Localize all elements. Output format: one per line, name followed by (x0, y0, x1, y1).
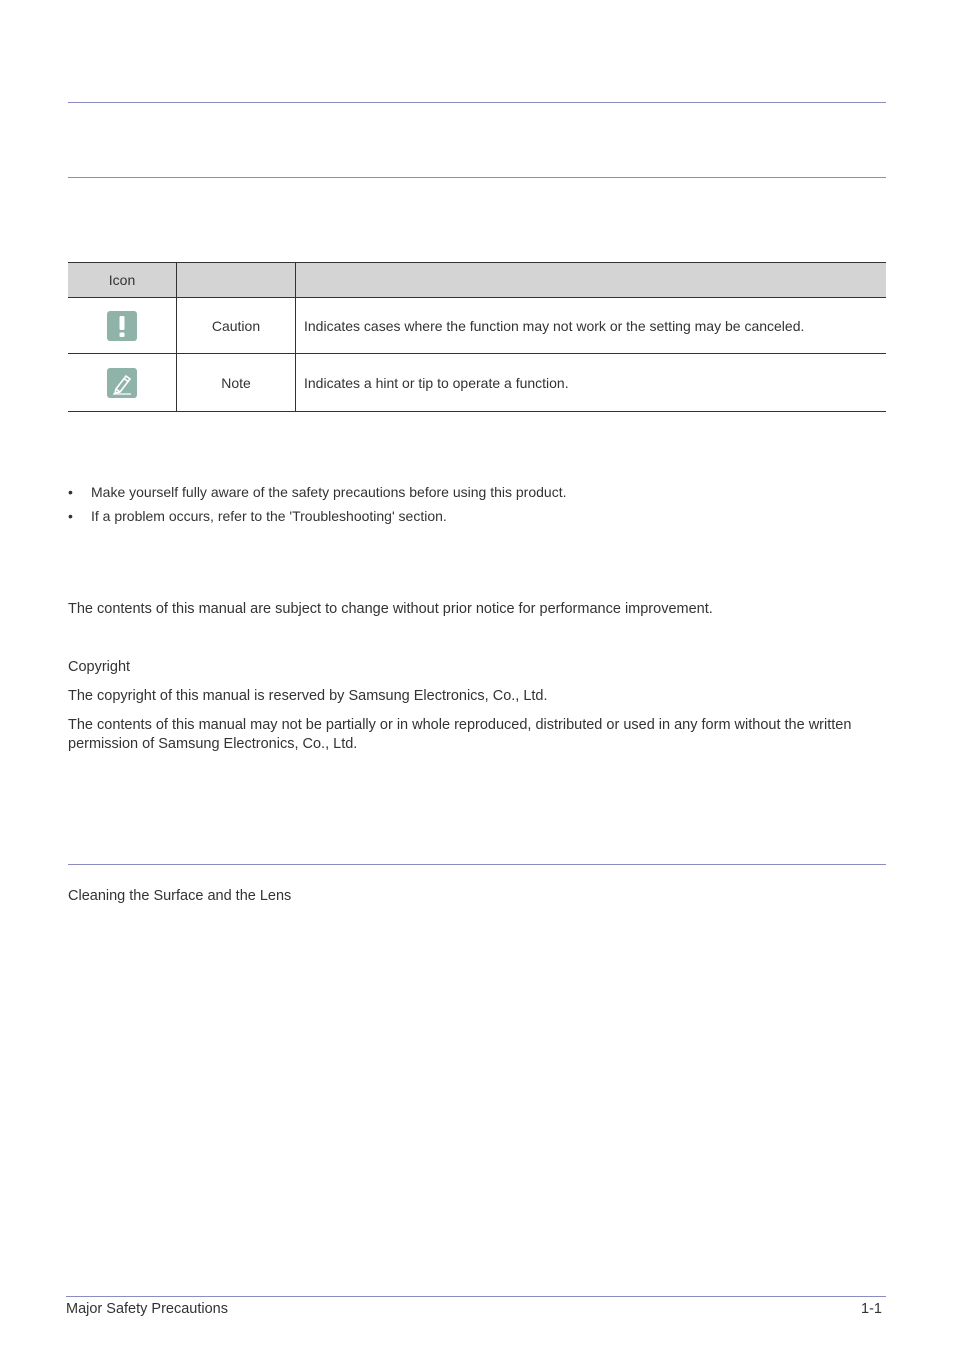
copyright-heading: Copyright (68, 659, 131, 675)
table-cell-icon (68, 354, 177, 412)
table-row (68, 354, 886, 412)
table-cell-icon (68, 298, 177, 354)
copyright-line-1: The copyright of this manual is reserved by Samsung Electronics, Co., Ltd. (68, 688, 548, 704)
footer-section-title: Major Safety Precautions (66, 1301, 228, 1317)
section-rule-cleaning (68, 864, 886, 865)
caution-exclamation-icon (107, 311, 137, 341)
column-header-icon: Icon (68, 263, 177, 298)
table-row (68, 298, 886, 354)
list-item: • Make yourself fully aware of the safety precautions before using this product. (68, 482, 886, 506)
table-header-row (68, 263, 886, 298)
header-rule-section (68, 177, 886, 178)
column-header-name (177, 263, 296, 298)
table-cell-description: Indicates a hint or tip to operate a function. (296, 354, 887, 412)
footer-page-number: 1-1 (861, 1301, 882, 1317)
table-cell-description: Indicates cases where the function may not work or the setting may be canceled. (296, 298, 887, 354)
footer-rule (66, 1296, 886, 1297)
note-pencil-icon (107, 368, 137, 398)
cleaning-heading: Cleaning the Surface and the Lens (68, 888, 292, 904)
table-cell-name: Caution (177, 298, 296, 354)
icon-legend-table (68, 262, 886, 412)
list-item: • If a problem occurs, refer to the 'Troubleshooting' section. (68, 506, 886, 530)
column-header-description (296, 263, 887, 298)
table-cell-name: Note (177, 354, 296, 412)
header-rule-top (68, 102, 886, 103)
precaution-bullet-list (68, 482, 886, 530)
copyright-line-2: The contents of this manual may not be partially or in whole reproduced, distributed or used in any form without the written permission of Samsung Electronics, Co., Ltd. (68, 717, 852, 752)
change-notice: The contents of this manual are subject to change without prior notice for performance improvement. (68, 601, 713, 617)
